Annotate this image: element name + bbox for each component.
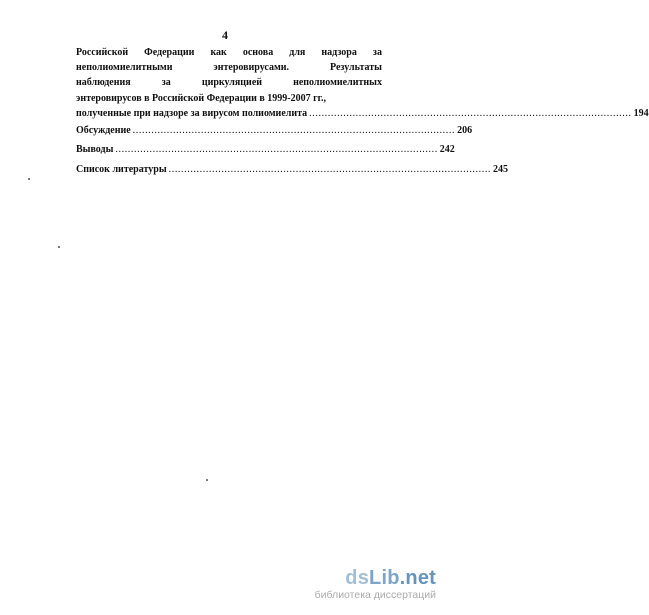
toc-word: наблюдения xyxy=(76,77,131,89)
toc-word: циркуляцией xyxy=(201,77,263,89)
toc-entry-title: полученные при надзоре за вирусом полиомиелита xyxy=(76,107,308,119)
watermark-logo xyxy=(315,567,436,590)
dot-leader: ........................................................................................................ xyxy=(168,163,492,175)
toc-entry xyxy=(76,121,473,141)
table-of-contents xyxy=(76,45,649,179)
watermark xyxy=(315,567,436,601)
watermark-logo-lib: Lib xyxy=(369,567,400,589)
toc-line xyxy=(76,60,406,75)
dot-leader: ........................................................................................................ xyxy=(309,107,632,119)
toc-word: основа xyxy=(242,47,274,58)
toc-word: как xyxy=(210,47,227,58)
toc-line xyxy=(76,75,406,90)
toc-entry xyxy=(76,106,649,121)
watermark-logo-ds: ds xyxy=(345,567,370,589)
toc-entry xyxy=(76,160,509,180)
toc-word: за xyxy=(161,77,171,89)
toc-entry-page: 242 xyxy=(439,144,455,156)
toc-line xyxy=(76,91,406,106)
toc-entry-title: Обсуждение xyxy=(76,124,131,136)
toc-entry-page: 194 xyxy=(633,107,649,119)
toc-word: Результаты xyxy=(330,62,382,74)
toc-entry-page: 206 xyxy=(457,124,473,136)
toc-line xyxy=(76,45,406,60)
dot-leader: ........................................................................................................ xyxy=(132,124,456,136)
toc-word: энтеровирусами. xyxy=(213,62,290,74)
scan-speck xyxy=(206,479,208,481)
toc-word: надзора xyxy=(321,47,357,58)
toc-word: энтеровирусов в Российской Федерации в 1999-2007 гг., xyxy=(76,92,327,104)
toc-entry-title: Список литературы xyxy=(76,163,167,175)
toc-word: за xyxy=(372,47,382,58)
toc-word: неполиомиелитных xyxy=(293,77,382,89)
toc-entry xyxy=(76,140,455,160)
toc-word: Российской xyxy=(76,47,129,58)
scan-speck xyxy=(28,178,30,180)
toc-entry-page: 245 xyxy=(493,163,509,175)
toc-entry-title: Выводы xyxy=(76,144,114,156)
page-number: 4 xyxy=(222,28,228,42)
dot-leader: ........................................................................................................ xyxy=(115,144,438,156)
toc-word: для xyxy=(289,47,306,58)
scan-speck xyxy=(58,246,60,248)
watermark-logo-net: .net xyxy=(399,567,436,589)
toc-word: неполиомиелитными xyxy=(76,62,173,74)
watermark-subtitle: библиотека диссертаций xyxy=(314,589,436,601)
toc-word: Федерации xyxy=(144,47,195,58)
